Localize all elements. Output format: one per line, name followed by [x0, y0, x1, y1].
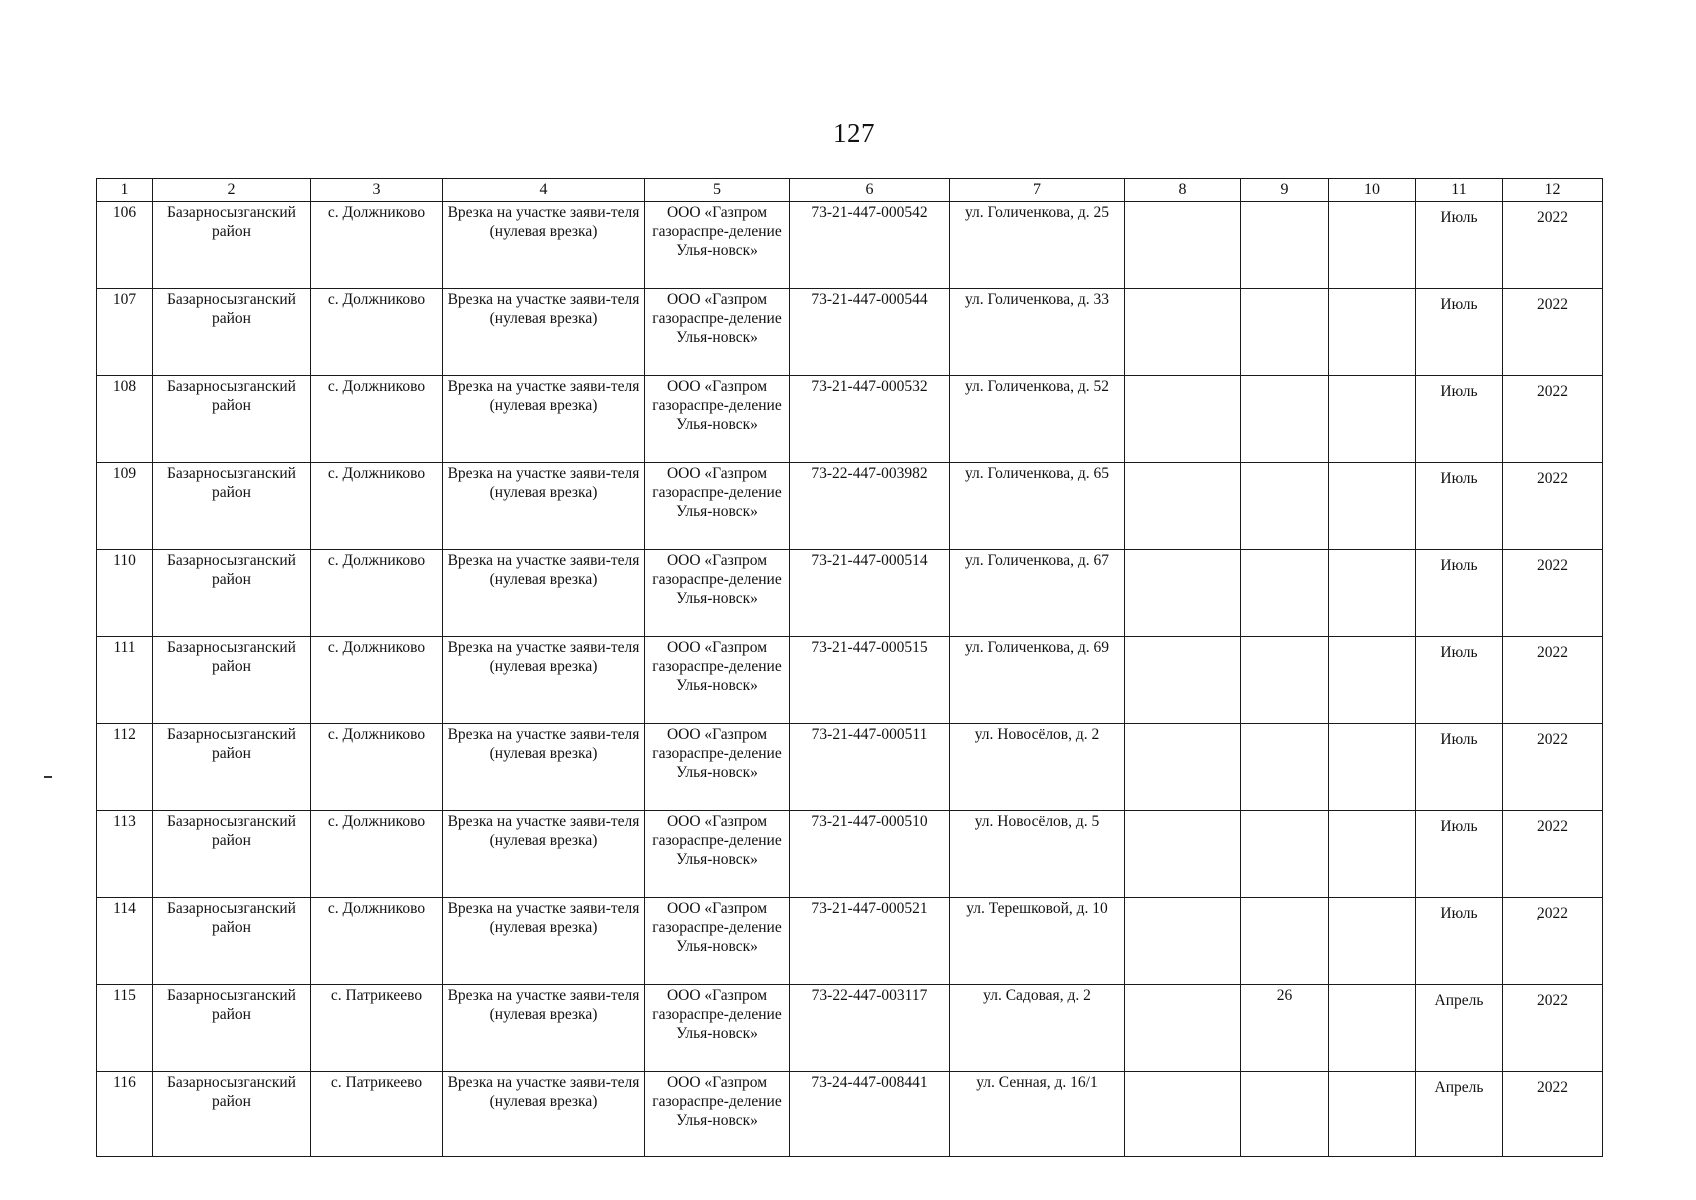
- object-code-cell: 73-21-447-000544: [790, 289, 950, 376]
- address-cell: ул. Голиченкова, д. 33: [950, 289, 1125, 376]
- column-header: 1: [97, 179, 153, 202]
- column-10-cell: [1329, 637, 1416, 724]
- settlement-cell: с. Должниково: [311, 376, 443, 463]
- district-cell: Базарносызганский район: [153, 1072, 311, 1157]
- work-type-cell: Врезка на участке заяви-теля (нулевая врезка): [443, 1072, 645, 1157]
- settlement-cell: с. Должниково: [311, 637, 443, 724]
- address-cell: ул. Голиченкова, д. 25: [950, 202, 1125, 289]
- column-10-cell: [1329, 202, 1416, 289]
- column-9-cell: [1241, 1072, 1329, 1157]
- year-cell: 2022: [1503, 463, 1603, 550]
- year-cell: 2022: [1503, 289, 1603, 376]
- year-cell: 2022: [1503, 202, 1603, 289]
- month-cell: Июль: [1416, 724, 1503, 811]
- year-cell: 2022: [1503, 811, 1603, 898]
- object-code-cell: 73-22-447-003117: [790, 985, 950, 1072]
- row-number-cell: 115: [97, 985, 153, 1072]
- year-cell: 2022: [1503, 985, 1603, 1072]
- object-code-cell: 73-24-447-008441: [790, 1072, 950, 1157]
- column-10-cell: [1329, 985, 1416, 1072]
- column-9-cell: [1241, 637, 1329, 724]
- year-cell: 2022: [1503, 376, 1603, 463]
- column-9-cell: [1241, 724, 1329, 811]
- organization-cell: ООО «Газпром газораспре-деление Улья-новск»: [645, 202, 790, 289]
- row-number-cell: 113: [97, 811, 153, 898]
- address-cell: ул. Новосёлов, д. 5: [950, 811, 1125, 898]
- column-header: 3: [311, 179, 443, 202]
- column-8-cell: [1125, 289, 1241, 376]
- object-code-cell: 73-21-447-000514: [790, 550, 950, 637]
- column-8-cell: [1125, 376, 1241, 463]
- table-row: [97, 202, 1603, 289]
- work-type-cell: Врезка на участке заяви-теля (нулевая врезка): [443, 637, 645, 724]
- column-10-cell: [1329, 376, 1416, 463]
- address-cell: ул. Голиченкова, д. 67: [950, 550, 1125, 637]
- month-cell: Апрель: [1416, 1072, 1503, 1157]
- organization-cell: ООО «Газпром газораспре-деление Улья-новск»: [645, 985, 790, 1072]
- column-10-cell: [1329, 463, 1416, 550]
- address-cell: ул. Новосёлов, д. 2: [950, 724, 1125, 811]
- organization-cell: ООО «Газпром газораспре-деление Улья-новск»: [645, 376, 790, 463]
- object-code-cell: 73-21-447-000515: [790, 637, 950, 724]
- district-cell: Базарносызганский район: [153, 550, 311, 637]
- object-code-cell: 73-21-447-000511: [790, 724, 950, 811]
- column-8-cell: [1125, 1072, 1241, 1157]
- table-row: [97, 289, 1603, 376]
- year-cell: 2022: [1503, 1072, 1603, 1157]
- column-8-cell: [1125, 463, 1241, 550]
- column-header: 5: [645, 179, 790, 202]
- work-type-cell: Врезка на участке заяви-теля (нулевая врезка): [443, 811, 645, 898]
- table-row: [97, 550, 1603, 637]
- column-9-cell: [1241, 811, 1329, 898]
- column-9-cell: [1241, 463, 1329, 550]
- district-cell: Базарносызганский район: [153, 811, 311, 898]
- district-cell: Базарносызганский район: [153, 637, 311, 724]
- column-header: 4: [443, 179, 645, 202]
- column-header: 8: [1125, 179, 1241, 202]
- column-9-cell: 26: [1241, 985, 1329, 1072]
- work-type-cell: Врезка на участке заяви-теля (нулевая врезка): [443, 463, 645, 550]
- settlement-cell: с. Должниково: [311, 289, 443, 376]
- work-type-cell: Врезка на участке заяви-теля (нулевая врезка): [443, 550, 645, 637]
- settlement-cell: с. Патрикеево: [311, 1072, 443, 1157]
- column-9-cell: [1241, 289, 1329, 376]
- row-number-cell: 111: [97, 637, 153, 724]
- row-number-cell: 116: [97, 1072, 153, 1157]
- page-number: 127: [833, 118, 875, 148]
- organization-cell: ООО «Газпром газораспре-деление Улья-новск»: [645, 637, 790, 724]
- address-cell: ул. Голиченкова, д. 69: [950, 637, 1125, 724]
- organization-cell: ООО «Газпром газораспре-деление Улья-новск»: [645, 463, 790, 550]
- address-cell: ул. Сенная, д. 16/1: [950, 1072, 1125, 1157]
- column-9-cell: [1241, 376, 1329, 463]
- address-cell: ул. Голиченкова, д. 65: [950, 463, 1125, 550]
- settlement-cell: с. Патрикеево: [311, 985, 443, 1072]
- district-cell: Базарносызганский район: [153, 376, 311, 463]
- object-code-cell: 73-22-447-003982: [790, 463, 950, 550]
- year-cell: 2022: [1503, 898, 1603, 985]
- year-cell: 2022: [1503, 637, 1603, 724]
- row-number-cell: 114: [97, 898, 153, 985]
- object-code-cell: 73-21-447-000532: [790, 376, 950, 463]
- month-cell: Июль: [1416, 811, 1503, 898]
- work-type-cell: Врезка на участке заяви-теля (нулевая врезка): [443, 724, 645, 811]
- month-cell: Июль: [1416, 637, 1503, 724]
- month-cell: Июль: [1416, 376, 1503, 463]
- work-type-cell: Врезка на участке заяви-теля (нулевая врезка): [443, 289, 645, 376]
- column-10-cell: [1329, 724, 1416, 811]
- month-cell: Июль: [1416, 550, 1503, 637]
- column-8-cell: [1125, 724, 1241, 811]
- work-type-cell: Врезка на участке заяви-теля (нулевая врезка): [443, 202, 645, 289]
- district-cell: Базарносызганский район: [153, 463, 311, 550]
- month-cell: Июль: [1416, 202, 1503, 289]
- row-number-cell: 112: [97, 724, 153, 811]
- column-number-row: [97, 179, 1603, 202]
- column-header: 10: [1329, 179, 1416, 202]
- row-number-cell: 106: [97, 202, 153, 289]
- column-8-cell: [1125, 811, 1241, 898]
- column-10-cell: [1329, 1072, 1416, 1157]
- table-row: [97, 463, 1603, 550]
- column-8-cell: [1125, 637, 1241, 724]
- month-cell: Июль: [1416, 289, 1503, 376]
- column-10-cell: [1329, 550, 1416, 637]
- settlement-cell: с. Должниково: [311, 724, 443, 811]
- month-cell: Апрель: [1416, 985, 1503, 1072]
- organization-cell: ООО «Газпром газораспре-деление Улья-новск»: [645, 550, 790, 637]
- row-number-cell: 108: [97, 376, 153, 463]
- object-code-cell: 73-21-447-000542: [790, 202, 950, 289]
- district-cell: Базарносызганский район: [153, 985, 311, 1072]
- column-header: 9: [1241, 179, 1329, 202]
- table-row: [97, 637, 1603, 724]
- work-type-cell: Врезка на участке заяви-теля (нулевая врезка): [443, 985, 645, 1072]
- address-cell: ул. Терешковой, д. 10: [950, 898, 1125, 985]
- table-row: [97, 724, 1603, 811]
- column-10-cell: [1329, 811, 1416, 898]
- column-header: 7: [950, 179, 1125, 202]
- work-type-cell: Врезка на участке заяви-теля (нулевая врезка): [443, 898, 645, 985]
- column-8-cell: [1125, 985, 1241, 1072]
- month-cell: Июль: [1416, 463, 1503, 550]
- settlement-cell: с. Должниково: [311, 202, 443, 289]
- organization-cell: ООО «Газпром газораспре-деление Улья-новск»: [645, 289, 790, 376]
- district-cell: Базарносызганский район: [153, 898, 311, 985]
- organization-cell: ООО «Газпром газораспре-деление Улья-новск»: [645, 724, 790, 811]
- district-cell: Базарносызганский район: [153, 202, 311, 289]
- address-cell: ул. Садовая, д. 2: [950, 985, 1125, 1072]
- table-row: [97, 898, 1603, 985]
- table-row: [97, 376, 1603, 463]
- district-cell: Базарносызганский район: [153, 289, 311, 376]
- organization-cell: ООО «Газпром газораспре-деление Улья-новск»: [645, 811, 790, 898]
- column-8-cell: [1125, 202, 1241, 289]
- object-code-cell: 73-21-447-000521: [790, 898, 950, 985]
- address-cell: ул. Голиченкова, д. 52: [950, 376, 1125, 463]
- year-cell: 2022: [1503, 724, 1603, 811]
- organization-cell: ООО «Газпром газораспре-деление Улья-новск»: [645, 1072, 790, 1157]
- scan-mark: [44, 776, 52, 778]
- object-code-cell: 73-21-447-000510: [790, 811, 950, 898]
- column-8-cell: [1125, 550, 1241, 637]
- settlement-cell: с. Должниково: [311, 898, 443, 985]
- table-row: [97, 985, 1603, 1072]
- gasification-table: [96, 178, 1603, 1157]
- column-header: 11: [1416, 179, 1503, 202]
- year-cell: 2022: [1503, 550, 1603, 637]
- column-header: 12: [1503, 179, 1603, 202]
- column-10-cell: [1329, 898, 1416, 985]
- row-number-cell: 110: [97, 550, 153, 637]
- column-10-cell: [1329, 289, 1416, 376]
- table-row: [97, 811, 1603, 898]
- column-8-cell: [1125, 898, 1241, 985]
- row-number-cell: 109: [97, 463, 153, 550]
- column-9-cell: [1241, 550, 1329, 637]
- settlement-cell: с. Должниково: [311, 463, 443, 550]
- column-9-cell: [1241, 898, 1329, 985]
- organization-cell: ООО «Газпром газораспре-деление Улья-новск»: [645, 898, 790, 985]
- column-header: 2: [153, 179, 311, 202]
- work-type-cell: Врезка на участке заяви-теля (нулевая врезка): [443, 376, 645, 463]
- row-number-cell: 107: [97, 289, 153, 376]
- district-cell: Базарносызганский район: [153, 724, 311, 811]
- settlement-cell: с. Должниково: [311, 811, 443, 898]
- column-header: 6: [790, 179, 950, 202]
- column-9-cell: [1241, 202, 1329, 289]
- settlement-cell: с. Должниково: [311, 550, 443, 637]
- month-cell: Июль: [1416, 898, 1503, 985]
- table-row: [97, 1072, 1603, 1157]
